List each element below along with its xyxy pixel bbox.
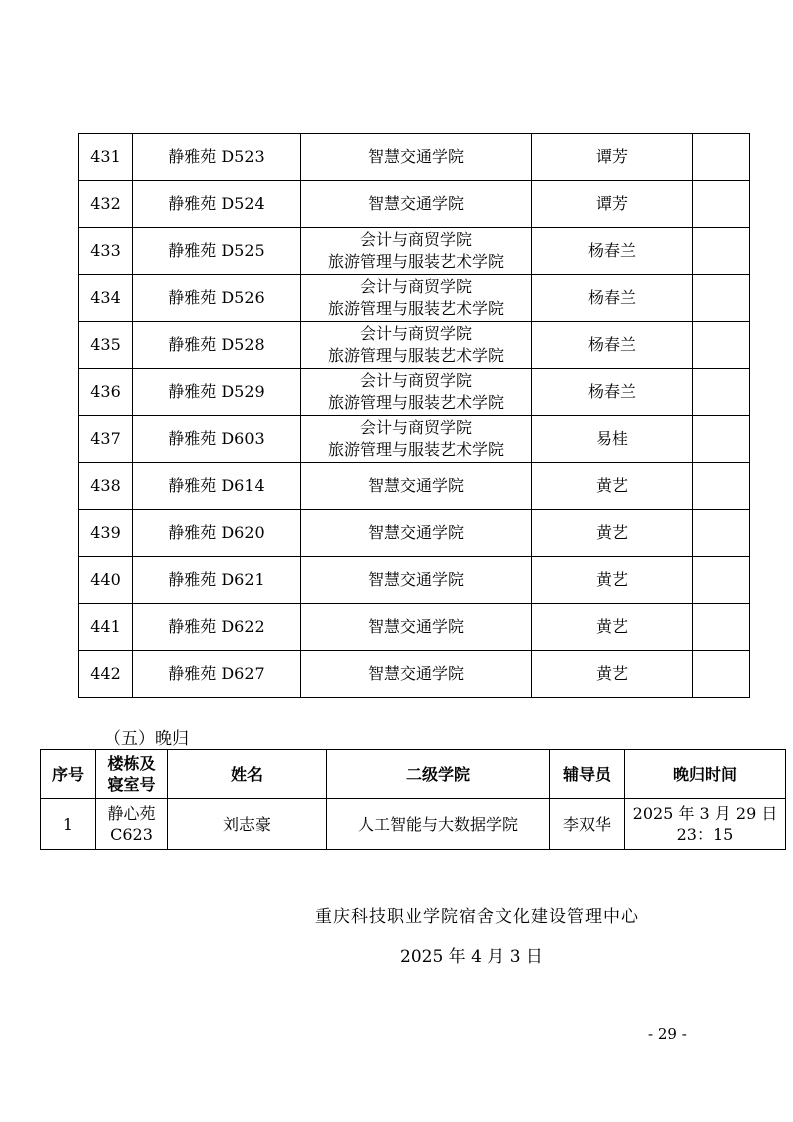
cell-counselor: 谭芳 xyxy=(532,134,693,181)
cell-time xyxy=(625,799,786,850)
header-building-line1: 楼栋及 xyxy=(107,754,156,773)
cell-extra xyxy=(693,322,750,369)
dormitory-table xyxy=(78,133,750,698)
cell-college-line: 智慧交通学院 xyxy=(367,194,464,213)
header-no: 序号 xyxy=(41,750,96,799)
table-row xyxy=(79,275,750,322)
table-row xyxy=(79,557,750,604)
cell-room: 静雅苑 D523 xyxy=(133,134,301,181)
cell-no: 1 xyxy=(41,799,96,850)
footer-date: 2025 年 4 月 3 日 xyxy=(400,947,543,967)
cell-college xyxy=(301,275,532,322)
cell-college-line: 会计与商贸学院 xyxy=(359,371,472,390)
table-row xyxy=(79,510,750,557)
cell-room: 静雅苑 D526 xyxy=(133,275,301,322)
cell-college-line: 旅游管理与服装艺术学院 xyxy=(327,393,504,412)
cell-no: 432 xyxy=(79,181,133,228)
cell-counselor: 黄艺 xyxy=(532,557,693,604)
table-row xyxy=(79,416,750,463)
cell-college-line: 会计与商贸学院 xyxy=(359,324,472,343)
cell-college-line: 会计与商贸学院 xyxy=(359,418,472,437)
cell-college-line: 智慧交通学院 xyxy=(367,617,464,636)
cell-counselor: 易桂 xyxy=(532,416,693,463)
cell-no: 435 xyxy=(79,322,133,369)
cell-no: 440 xyxy=(79,557,133,604)
cell-extra xyxy=(693,463,750,510)
cell-counselor: 杨春兰 xyxy=(532,322,693,369)
cell-college-line: 旅游管理与服装艺术学院 xyxy=(327,299,504,318)
table-row xyxy=(79,369,750,416)
cell-extra xyxy=(693,134,750,181)
header-building-line2: 寝室号 xyxy=(107,775,156,794)
cell-college-line: 旅游管理与服装艺术学院 xyxy=(327,252,504,271)
cell-room: 静雅苑 D621 xyxy=(133,557,301,604)
cell-building xyxy=(96,799,168,850)
cell-college xyxy=(301,134,532,181)
cell-college-line: 智慧交通学院 xyxy=(367,664,464,683)
cell-college-line: 智慧交通学院 xyxy=(367,570,464,589)
cell-counselor: 杨春兰 xyxy=(532,228,693,275)
late-return-row xyxy=(41,799,786,850)
cell-room: 静雅苑 D620 xyxy=(133,510,301,557)
cell-no: 442 xyxy=(79,651,133,698)
cell-time-line2: 23：15 xyxy=(676,825,734,844)
cell-counselor: 谭芳 xyxy=(532,181,693,228)
cell-building-line1: 静心苑 xyxy=(107,804,156,823)
table-row xyxy=(79,134,750,181)
header-time: 晚归时间 xyxy=(625,750,786,799)
cell-room: 静雅苑 D627 xyxy=(133,651,301,698)
cell-college-line: 旅游管理与服装艺术学院 xyxy=(327,440,504,459)
late-return-table xyxy=(40,749,786,850)
cell-college-line: 智慧交通学院 xyxy=(367,476,464,495)
cell-counselor: 杨春兰 xyxy=(532,369,693,416)
dormitory-table-body xyxy=(79,134,750,698)
cell-counselor: 黄艺 xyxy=(532,510,693,557)
cell-college xyxy=(301,369,532,416)
cell-college xyxy=(301,463,532,510)
cell-college-line: 会计与商贸学院 xyxy=(359,230,472,249)
table-row xyxy=(79,651,750,698)
cell-room: 静雅苑 D525 xyxy=(133,228,301,275)
cell-no: 436 xyxy=(79,369,133,416)
cell-college xyxy=(301,322,532,369)
cell-no: 439 xyxy=(79,510,133,557)
cell-extra xyxy=(693,510,750,557)
cell-extra xyxy=(693,275,750,322)
late-return-header-row xyxy=(41,750,786,799)
cell-college xyxy=(301,651,532,698)
cell-college-line: 智慧交通学院 xyxy=(367,147,464,166)
cell-no: 441 xyxy=(79,604,133,651)
cell-college xyxy=(301,557,532,604)
section-title-late-return: （五）晚归 xyxy=(104,729,189,749)
table-row xyxy=(79,181,750,228)
cell-extra xyxy=(693,181,750,228)
table-row xyxy=(79,604,750,651)
header-counselor: 辅导员 xyxy=(550,750,625,799)
cell-extra xyxy=(693,369,750,416)
page-number: - 29 - xyxy=(648,1025,687,1043)
cell-college xyxy=(301,416,532,463)
cell-no: 431 xyxy=(79,134,133,181)
header-name: 姓名 xyxy=(168,750,327,799)
cell-college: 人工智能与大数据学院 xyxy=(327,799,550,850)
cell-counselor: 杨春兰 xyxy=(532,275,693,322)
cell-room: 静雅苑 D614 xyxy=(133,463,301,510)
cell-room: 静雅苑 D524 xyxy=(133,181,301,228)
cell-no: 437 xyxy=(79,416,133,463)
cell-room: 静雅苑 D529 xyxy=(133,369,301,416)
cell-college xyxy=(301,228,532,275)
header-building xyxy=(96,750,168,799)
cell-time-line1: 2025 年 3 月 29 日 xyxy=(632,804,778,823)
cell-college-line: 旅游管理与服装艺术学院 xyxy=(327,346,504,365)
cell-college xyxy=(301,604,532,651)
cell-counselor: 李双华 xyxy=(550,799,625,850)
cell-extra xyxy=(693,604,750,651)
cell-counselor: 黄艺 xyxy=(532,604,693,651)
cell-counselor: 黄艺 xyxy=(532,651,693,698)
cell-no: 434 xyxy=(79,275,133,322)
cell-college xyxy=(301,181,532,228)
cell-counselor: 黄艺 xyxy=(532,463,693,510)
cell-college-line: 会计与商贸学院 xyxy=(359,277,472,296)
cell-extra xyxy=(693,557,750,604)
cell-name: 刘志豪 xyxy=(168,799,327,850)
footer-organization: 重庆科技职业学院宿舍文化建设管理中心 xyxy=(315,907,639,927)
header-college: 二级学院 xyxy=(327,750,550,799)
table-row xyxy=(79,228,750,275)
cell-room: 静雅苑 D528 xyxy=(133,322,301,369)
cell-extra xyxy=(693,651,750,698)
cell-room: 静雅苑 D622 xyxy=(133,604,301,651)
cell-college-line: 智慧交通学院 xyxy=(367,523,464,542)
table-row xyxy=(79,322,750,369)
cell-building-line2: C623 xyxy=(110,825,153,844)
table-row xyxy=(79,463,750,510)
cell-no: 433 xyxy=(79,228,133,275)
cell-room: 静雅苑 D603 xyxy=(133,416,301,463)
cell-extra xyxy=(693,228,750,275)
cell-no: 438 xyxy=(79,463,133,510)
cell-extra xyxy=(693,416,750,463)
cell-college xyxy=(301,510,532,557)
